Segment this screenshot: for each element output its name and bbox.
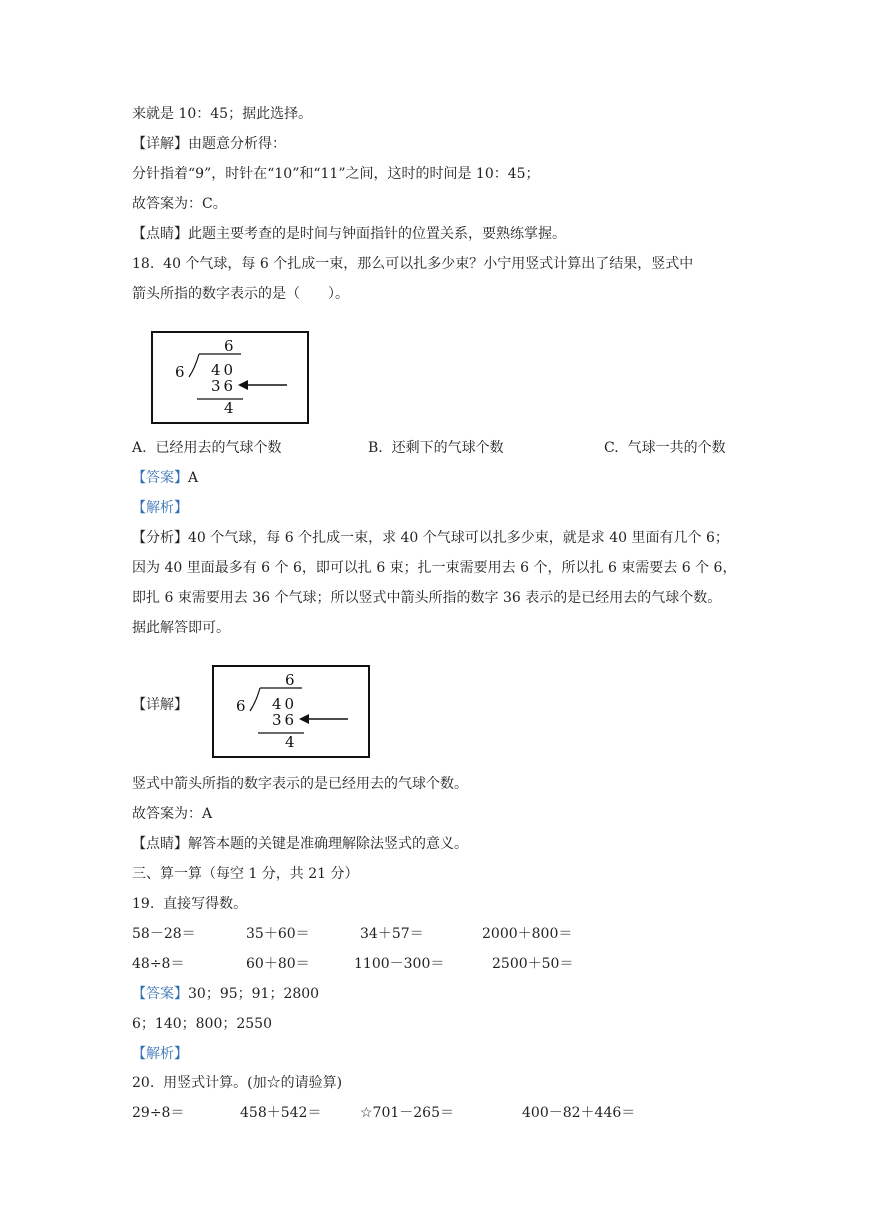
option-c[interactable]: C. 气球一共的个数 (604, 440, 726, 456)
question-19-title: 19. 直接写得数。 (132, 896, 248, 912)
text-line: 来就是 10：45；据此选择。 (132, 106, 313, 122)
problem: ☆701－265＝ (360, 1105, 454, 1121)
question-18-stem: 箭头所指的数字表示的是（ ）。 (132, 286, 349, 302)
answer-tag: 【答案】 (132, 470, 188, 486)
detail-line: 竖式中箭头所指的数字表示的是已经用去的气球个数。 (132, 776, 468, 792)
answer-line: 6；140；800；2550 (132, 1016, 272, 1032)
problem: 60＋80＝ (246, 956, 310, 972)
divisor-digit: 6 (175, 363, 185, 381)
text-line: 【点睛】此题主要考查的是时间与钟面指针的位置关系，要熟练掌握。 (132, 226, 566, 242)
analysis-tag: 【解析】 (132, 1046, 188, 1062)
problem: 2500＋50＝ (492, 956, 574, 972)
arrow-icon (299, 714, 309, 724)
division-diagram (151, 331, 309, 424)
text-line: 分针指着“9”，时针在“10”和“11”之间，这时的时间是 10：45； (132, 166, 540, 182)
option-a[interactable]: A. 已经用去的气球个数 (132, 440, 282, 456)
product-number: 36 (211, 377, 237, 395)
detail-label: 【详解】 (132, 697, 188, 713)
detail-line: 【点睛】解答本题的关键是准确理解除法竖式的意义。 (132, 836, 468, 852)
problem: 1100－300＝ (354, 956, 445, 972)
analysis-line: 因为 40 里面最多有 6 个 6，即可以扎 6 束；扎一束需要用去 6 个，所以扎 6 束需要去 6 个 6， (132, 560, 737, 576)
detail-line: 故答案为：A (132, 806, 213, 822)
quotient-digit: 6 (285, 671, 295, 689)
option-b[interactable]: B. 还剩下的气球个数 (368, 440, 504, 456)
answer-line (132, 984, 319, 1004)
question-20-title: 20. 用竖式计算。(加☆的请验算) (132, 1075, 343, 1091)
analysis-line: 即扎 6 束需要用去 36 个气球；所以竖式中箭头所指的数字 36 表示的是已经用去的气球个数。 (132, 590, 722, 606)
problem: 35＋60＝ (246, 926, 310, 942)
answer-tag: 【答案】 (132, 986, 188, 1002)
text-line: 故答案为：C。 (132, 196, 227, 212)
text-line: 【详解】由题意分析得： (132, 136, 286, 152)
problem: 458＋542＝ (240, 1105, 322, 1121)
answer-line (132, 468, 198, 488)
problem: 29÷8＝ (132, 1105, 185, 1121)
answer-value: 30；95；91；2800 (188, 986, 320, 1002)
question-18-stem: 18. 40 个气球，每 6 个扎成一束，那么可以扎多少束？小宁用竖式计算出了结果，竖式中 (132, 256, 694, 272)
section-heading: 三、算一算（每空 1 分，共 21 分） (132, 866, 359, 882)
analysis-line: 据此解答即可。 (132, 620, 230, 636)
dividend-number: 40 (211, 361, 237, 379)
divisor-digit: 6 (236, 697, 246, 715)
problem: 34＋57＝ (360, 926, 424, 942)
remainder-digit: 4 (224, 399, 234, 417)
problem: 48÷8＝ (132, 956, 185, 972)
arrow-icon (238, 380, 248, 390)
division-diagram (212, 665, 370, 758)
dividend-number: 40 (272, 695, 298, 713)
analysis-line: 【分析】40 个气球，每 6 个扎成一束，求 40 个气球可以扎多少束，就是求 40 里面有几个 6； (132, 530, 729, 546)
quotient-digit: 6 (224, 337, 234, 355)
analysis-tag: 【解析】 (132, 500, 188, 516)
product-number: 36 (272, 711, 298, 729)
remainder-digit: 4 (285, 733, 295, 751)
problem: 400－82＋446＝ (522, 1105, 636, 1121)
answer-value: A (188, 470, 199, 486)
problem: 58－28＝ (132, 926, 196, 942)
problem: 2000＋800＝ (482, 926, 573, 942)
